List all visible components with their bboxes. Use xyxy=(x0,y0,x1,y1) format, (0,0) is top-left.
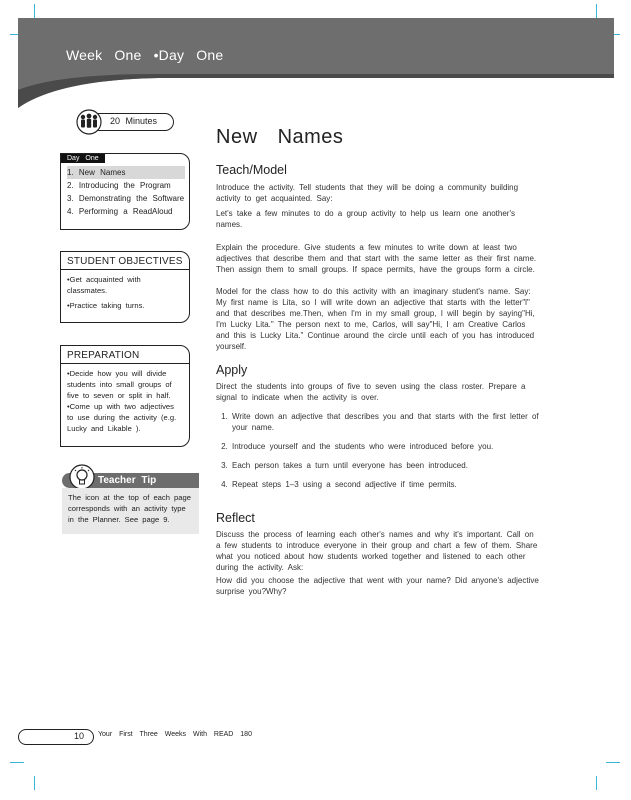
crop-mark xyxy=(34,776,35,790)
step-item: 1. Write down an adjective that describes you and that starts with the first letter of your name. xyxy=(232,411,542,433)
reflect-section xyxy=(216,529,542,597)
divider xyxy=(61,269,189,270)
objective-item: •Practice taking turns. xyxy=(67,301,145,310)
header-title: Week One •Day One xyxy=(66,47,224,63)
paragraph: Discuss the process of learning each other's names and why it's important. Call on a few students to introduce everyone in their group and chart a few of them. Share what you noticed about how students worked together and listened to each other during the activity. Ask: xyxy=(216,530,538,572)
preparation-item: •Decide how you will divide students into small groups of five to seven or split in half. xyxy=(67,369,172,400)
quote-paragraph: My first name is Lita, so I will write down an adjective that starts with the letter"l" and that describes me.Then, when I'm in my small group, I will begin by saying"Hi, I'm Lucky Lita." The person next to me, Carlos, will say"Hi, I am Creative Carlos and this is Lucky Lita." Continue around the circle until each of you has introduced yourself. xyxy=(216,298,535,351)
quote-paragraph: How did you choose the adjective that went with your name? Did anyone's adjective surprise you?Why? xyxy=(216,576,539,596)
footer-text: Your First Three Weeks With READ 180 xyxy=(98,731,252,738)
group-of-people-icon xyxy=(76,109,110,135)
teach-model-section xyxy=(216,182,542,352)
divider xyxy=(61,363,189,364)
agenda-item: 1. New Names xyxy=(67,166,185,179)
reflect-heading: Reflect xyxy=(216,511,255,525)
paragraph: Direct the students into groups of five to seven using the class roster. Prepare a signal to indicate when the activity is over. xyxy=(216,382,526,402)
teach-model-heading: Teach/Model xyxy=(216,163,287,177)
lightbulb-icon xyxy=(68,463,96,491)
objectives-list xyxy=(67,274,183,311)
crop-mark xyxy=(596,776,597,790)
day-tab: Day One xyxy=(61,154,105,163)
lesson-title: New Names xyxy=(216,126,344,148)
objective-item: •Get acquainted with classmates. xyxy=(67,275,141,295)
day-box xyxy=(60,153,190,230)
paragraph: Explain the procedure. Give students a few minutes to write down at least two adjectives that describe them and that start with the same letter as their first name. Then assign them to small groups. If space permits, have the groups form a circle. xyxy=(216,243,537,274)
teacher-tip-title: Teacher Tip xyxy=(98,475,157,486)
apply-heading: Apply xyxy=(216,363,248,377)
crop-mark xyxy=(596,4,597,18)
day-agenda-list xyxy=(67,166,185,218)
preparation-heading: PREPARATION xyxy=(67,350,140,361)
teacher-tip-body: The icon at the top of each page corresponds with an activity type in the Planner. See page 9. xyxy=(62,488,199,534)
crop-mark xyxy=(34,4,35,18)
objectives-heading: STUDENT OBJECTIVES xyxy=(67,256,183,267)
quote-paragraph: Let's take a few minutes to do a group activity to help us learn one another's names. xyxy=(216,209,515,229)
agenda-item: 4. Performing a ReadAloud xyxy=(67,207,173,216)
crop-mark xyxy=(10,762,24,763)
paragraph: Model for the class how to do this activity with an imaginary student's name. Say: xyxy=(216,287,531,296)
paragraph: Introduce the activity. Tell students that they will be doing a community building activity to get acquainted. Say: xyxy=(216,183,519,203)
crop-mark xyxy=(606,762,620,763)
agenda-item: 2. Introducing the Program xyxy=(67,181,171,190)
step-item: 2. Introduce yourself and the students who were introduced before you. xyxy=(232,441,542,452)
step-item: 3. Each person takes a turn until everyone has been introduced. xyxy=(232,460,542,471)
preparation-box xyxy=(60,345,190,447)
objectives-box xyxy=(60,251,190,323)
step-item: 4. Repeat steps 1–3 using a second adjective if time permits. xyxy=(232,479,542,490)
timer-label: 20 Minutes xyxy=(110,116,158,126)
page-number: 10 xyxy=(74,731,85,741)
apply-section xyxy=(216,381,542,498)
preparation-list xyxy=(67,368,183,434)
apply-steps xyxy=(216,411,542,490)
preparation-item: •Come up with two adjectives to use during the activity (e.g. Lucky and Likable ). xyxy=(67,402,177,433)
agenda-item: 3. Demonstrating the Software xyxy=(67,194,185,203)
header-band xyxy=(18,18,614,108)
